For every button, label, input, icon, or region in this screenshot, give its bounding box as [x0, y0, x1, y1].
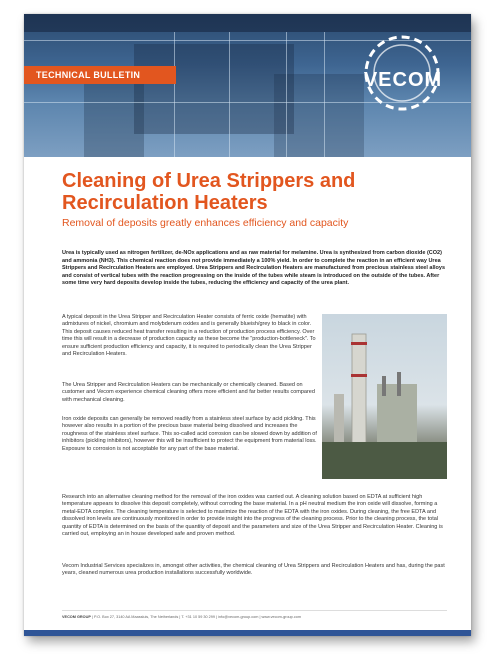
- page-subtitle: Removal of deposits greatly enhances efficiency and capacity: [62, 217, 349, 229]
- bottom-bar: [24, 630, 471, 636]
- page-title: Cleaning of Urea Strippers and Recirculation Heaters: [62, 170, 356, 214]
- plant-photo: [322, 314, 447, 479]
- paragraph-acid-pickling: Iron oxide deposits can generally be removed readily from a stainless steel surface by acid pickling. This however also results in a portion of the precious base material being dissolved and increases the roughness of the stainless steel surface. This so-called acid corrosion can be slowed down by addition of inhibitors (pickling inhibitors), however this will be insufficient to protect the equipment from material loss. Exposure to corrosion is not acceptable for any part of the base material.: [62, 416, 317, 452]
- paragraph-vecom-services: Vecom Industrial Services specializes in, amongst other activities, the chemical cleaning of Urea Strippers and Recirculation Heaters and has, during the past years, cleaned numerous urea production installations successfully worldwide.: [62, 563, 445, 577]
- brand-logo-text: VECOM: [363, 69, 443, 91]
- document-page: [24, 14, 471, 636]
- paragraph-edta-research: Research into an alternative cleaning method for the removal of the iron oxides was carried out. A cleaning solution based on EDTA at sufficient high temperature appears to dissolve this deposit completely, without corroding the base material. In a pH neutral medium the iron oxide will dissolve, forming a metal-EDTA complex. The cleaning temperature is selected to maximize the reaction of the EDTA with the iron oxides. During cleaning, the free EDTA and dissolved iron levels are continuously monitored in order to provide insight into the progress of the cleaning process. Prior to the cleaning process, the total quantity of EDTA is determined on the basis of the quantity of deposit and the parameters and size of the Urea Stripper and Recirculation Heater. Cleaning is carried out, employing an in house developed safe and proven method.: [62, 494, 443, 538]
- paragraph-deposit: A typical deposit in the Urea Stripper and Recirculation Heater consists of ferric oxide (hematite) with admixtures of nickel, chromium and molybdenum oxides and is generally blueish/grey to black in color. This deposit causes reduced heat transfer resulting in a reduction of production process efficiency. Over time this will result in a decrease of production capacity as these become the "production-bottleneck". To ensure sufficient production efficiency and capacity, it is required to periodically clean the Urea Stripper and Recirculation Heaters.: [62, 314, 316, 358]
- technical-bulletin-label: TECHNICAL BULLETIN: [24, 66, 176, 84]
- footer-company: VECOM GROUP: [62, 615, 91, 619]
- page-footer: [62, 610, 447, 619]
- footer-details: | P.O. Box 27, 3140 AA Maassluis, The Netherlands | T. +31 10 59 30 299 | info@vecom-group.com | www.vecom-group.com: [91, 615, 302, 619]
- intro-paragraph: Urea is typically used as nitrogen fertilizer, de-NOx applications and as raw material for melamine. Urea is synthesized from carbon dioxide (CO2) and ammonia (NH3). This chemical reaction does not provide immediately a 100% yield. In order to complete the reaction in an efficient way Urea Strippers and Recirculation Heaters are employed. Urea Strippers and Recirculation Heaters are manufactured from precious stainless steel alloys and consist of vertical tubes with the reaction progressing on the inside of the tubes while steam is introduced on the outside of the tubes. After some time very hard deposits develop inside the tubes, reducing the efficiency and capacity of the urea plant.: [62, 250, 445, 287]
- paragraph-cleaning-options: The Urea Stripper and Recirculation Heaters can be mechanically or chemically cleaned. Based on customer and Vecom experience chemical cleaning offers more efficient and far better results compared with mechanical cleaning.: [62, 382, 315, 403]
